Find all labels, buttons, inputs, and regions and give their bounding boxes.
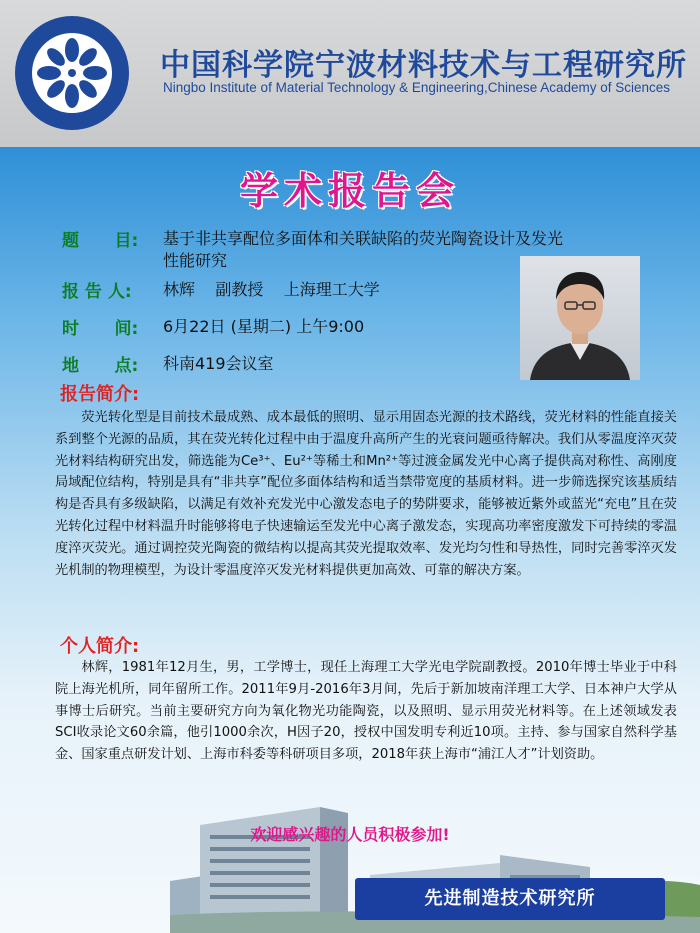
bio-text: 林辉，1981年12月生，男，工学博士，现任上海理工大学光电学院副教授。2010年博士毕业于中科院上海光机所，同年留所工作。2011年9月-2016年3月间，先后于新加坡南洋理工大学、日本神户大学从事博士后研究。当前主要研究方向为氧化物光功能陶瓷，以及照明、显示用荧光材料等。在上述领域发表SCI收录论文60余篇，他引1000余次，H因子20，授权中国发明专利近10项。主持、参与国家自然科学基金、国家重点研发计划、上海市科委等科研项目多项，2018年获上海市“浦江人才”计划资助。 (55, 660, 677, 763)
header (0, 0, 700, 147)
person-silhouette-icon (520, 256, 640, 380)
place-label: 地 点: (62, 356, 139, 376)
speaker-label: 报 告 人: (62, 282, 132, 302)
topic-line-1: 基于非共享配位多面体和关联缺陷的荧光陶瓷设计及发光 (163, 229, 564, 248)
institute-name-en: Ningbo Institute of Material Technology & Engineering,Chinese Academy of Sciences (163, 80, 671, 95)
cas-logo-icon (13, 14, 131, 132)
place-value: 科南419会议室 (163, 354, 274, 373)
speaker-value: 林辉 副教授 上海理工大学 (163, 280, 380, 299)
abstract-text: 荧光转化型是目前技术最成熟、成本最低的照明、显示用固态光源的技术路线，荧光材料的性能直接关系到整个光源的品质，其在荧光转化过程中由于温度升高所产生的光衰问题亟待解决。我们从零温度淬灭荧光材料结构研究出发，筛选能为Ce³⁺、Eu²⁺等稀土和Mn²⁺等过渡金属发光中心离子提供高对称性、高刚度局域配位结构，特别是具有“非共享”配位多面体结构和适当禁带宽度的基质材料。进一步筛选探究该基质结构是否具有多级缺陷，以满足有效补充发光中心激发态电子的势阱要求，能够被近紫外或蓝光“充电”且在荧光转化过程中材料温升时能够将电子快速输运至发光中心离子激发态，实现高功率密度激发下可持续的零温度淬灭荧光。通过调控荧光陶瓷的微结构以提高其荧光提取效率、发光均匀性和导热性，同时完善零淬灭发光机制的物理模型，为设计零温度淬灭发光材料提供更加高效、可靠的解决方案。 (55, 410, 677, 578)
time-value: 6月22日 (星期二) 上午9:00 (163, 317, 365, 336)
welcome-message: 欢迎感兴趣的人员积极参加! (250, 825, 450, 844)
poster-title: 学术报告会 (239, 169, 460, 213)
time-label: 时 间: (62, 319, 139, 339)
abstract-heading: 报告简介: (60, 384, 140, 405)
topic-line-2: 性能研究 (163, 251, 228, 270)
topic-label: 题 目: (62, 231, 139, 251)
institute-banner: 先进制造技术研究所 (355, 878, 665, 920)
speaker-photo (520, 256, 640, 380)
bio-heading: 个人简介: (60, 636, 140, 657)
institute-name-cn: 中国科学院宁波材料技术与工程研究所 (160, 48, 687, 83)
